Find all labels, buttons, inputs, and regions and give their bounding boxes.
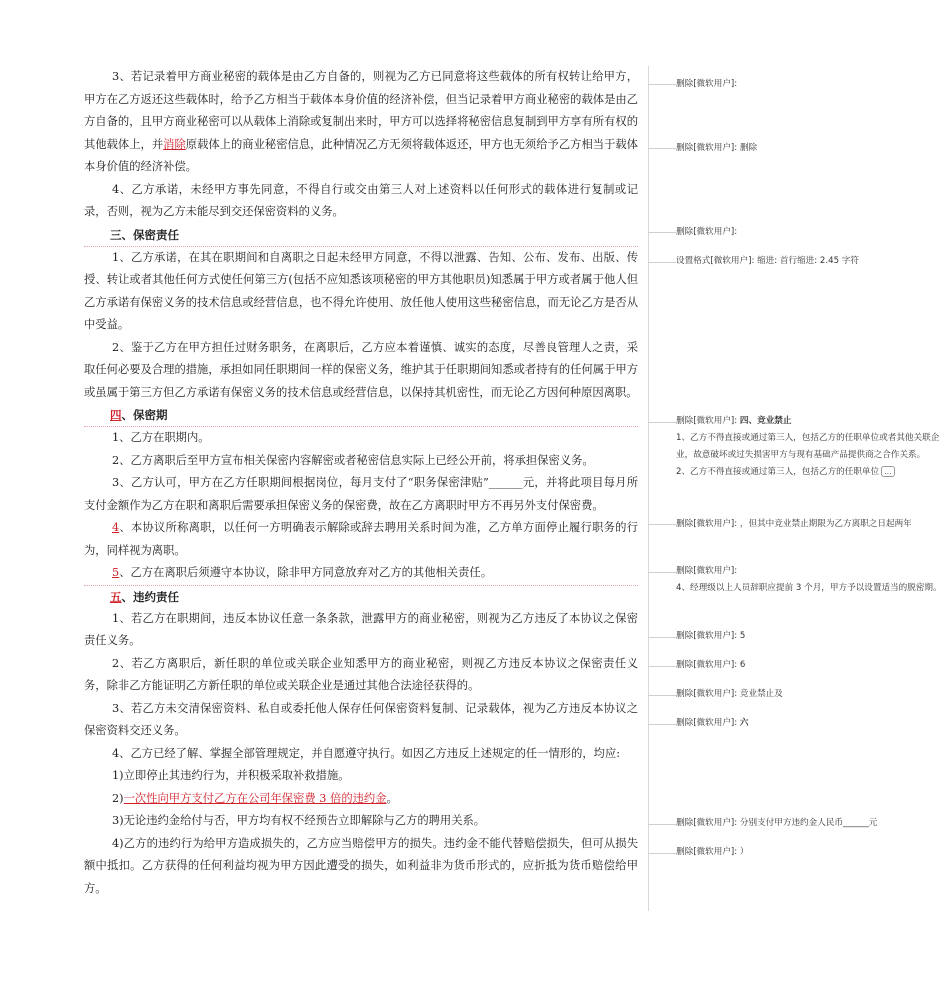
comment-connector — [648, 853, 676, 854]
paragraph-financial-duty: 2、鉴于乙方在甲方担任过财务职务，在离职后，乙方应本着谨慎、诚实的态度，尽善良管理人之责，采取任何必要及合理的措施，承担如同任职期间一样的保密义务，维护其于任职期间知悉或者持有的任何属于甲方或虽属于第三方但乙方承诺有保密义务的技术信息或经营信息，以保持其机密性，而无论乙方因何种原因离职。 — [84, 340, 638, 399]
inserted-text[interactable]: 四 — [110, 408, 122, 422]
inserted-text[interactable]: 消除 — [163, 137, 186, 151]
revision-balloon[interactable]: 删除[微软用户]: ，但其中竞业禁止期限为乙方离职之日起两年 — [676, 519, 912, 529]
inserted-text[interactable]: 一次性向甲方支付乙方在公司年保密费 3 倍的违约金 — [123, 791, 387, 805]
revision-balloon[interactable]: 删除[微软用户]: 分别支付甲方违约金人民币______元 — [676, 818, 878, 828]
comment-connector — [648, 84, 676, 85]
comment-connector — [648, 232, 676, 233]
revision-balloon[interactable]: 删除[微软用户]: — [676, 227, 738, 237]
paragraph-period-1: 1、乙方在职期内。 — [112, 431, 210, 444]
comment-connector — [648, 695, 676, 696]
paragraph-breach-2: 2、若乙方离职后，新任职的单位或关联企业知悉甲方的商业秘密，则视乙方违反本协议之保密责任义务，除非乙方能证明乙方新任职的单位或关联企业是通过其他合法途径获得的。 — [84, 656, 638, 692]
revision-balloon[interactable]: 删除[微软用户]: 6 — [676, 660, 746, 670]
heading-confidentiality: 三、保密责任 — [84, 224, 638, 247]
heading-period: 四、保密期 — [84, 404, 638, 427]
paragraph-remedy-1: 1)立即停止其违约行为，并积极采取补救措施。 — [112, 769, 350, 782]
inserted-text[interactable]: 5 — [112, 566, 120, 579]
comment-connector — [648, 572, 676, 573]
comment-connector — [648, 422, 676, 423]
paragraph-remedy-2: 2)一次性向甲方支付乙方在公司年保密费 3 倍的违约金。 — [112, 791, 398, 805]
comment-connector — [648, 148, 676, 149]
heading-breach: 五、违约责任 — [110, 589, 179, 604]
comment-margin-rule — [648, 66, 649, 911]
paragraph-remedy-4: 4)乙方的违约行为给甲方造成损失的，乙方应当赔偿甲方的损失。违约金不能代替赔偿损失，但可从损失额中抵扣。乙方获得的任何利益均视为甲方因此遭受的损失，如利益非为货币形式的，应折抵为货币赔偿给甲方。 — [84, 836, 638, 895]
paragraph-remedy-3: 3)无论违约金给付与否，甲方均有权不经预告立即解除与乙方的聘用关系。 — [112, 814, 486, 827]
more-icon[interactable]: ... — [881, 466, 895, 477]
revision-balloon[interactable]: 设置格式[微软用户]: 缩进: 首行缩进: 2.45 字符 — [676, 256, 859, 266]
revision-balloon[interactable]: 删除[微软用户]: 竞业禁止及 — [676, 689, 783, 699]
comment-connector — [648, 824, 676, 825]
comment-connector — [648, 724, 676, 725]
paragraph-breach-1: 1、若乙方在职期间，违反本协议任意一条条款，泄露甲方的商业秘密，则视为乙方违反了本协议之保密责任义务。 — [84, 611, 638, 647]
paragraph-4-copy: 4、乙方承诺，未经甲方事先同意，不得自行或交由第三人对上述资料以任何形式的载体进行复制或记录，否则，视为乙方未能尽到交还保密资料的义务。 — [84, 182, 638, 218]
comment-connector — [648, 524, 676, 525]
inserted-text[interactable]: 五 — [110, 589, 122, 604]
revision-balloon[interactable]: 删除[微软用户]: ） — [676, 847, 749, 857]
inserted-text[interactable]: 4 — [112, 521, 120, 534]
paragraph-period-4: 4、本协议所称离职，以任何一方明确表示解除或辞去聘用关系时间为准，乙方单方面停止履行职务的行为，同样视为离职。 — [84, 521, 638, 557]
paragraph-breach-4: 4、乙方已经了解、掌握全部管理规定，并自愿遵守执行。如因乙方违反上述规定的任一情形的，均应: — [112, 746, 621, 760]
document-body — [84, 66, 638, 900]
revision-balloon[interactable]: 删除[微软用户]: 删除 — [676, 143, 758, 153]
paragraph-period-3: 3、乙方认可，甲方在乙方任职期间根据岗位，每月支付了“职务保密津贴”______元，并将此项目每月所支付金额作为乙方在职和离职后需要承担保密义务的保密费，故在乙方离职时甲方不再另外支付保密费。 — [84, 476, 638, 512]
paragraph-period-5: 5、乙方在离职后须遵守本协议，除非甲方同意放弃对乙方的其他相关责任。 — [84, 562, 638, 586]
paragraph-3-carrier: 3、若记录着甲方商业秘密的载体是由乙方自备的，则视为乙方已同意将这些载体的所有权转让给甲方，甲方在乙方返还这些载体时，给予乙方相当于载体本身价值的经济补偿，但当记录着甲方商业秘密的载体是由乙方自备的，且甲方商业秘密可以从载体上消除或复制出来时，甲方可以选择将秘密信息复制到甲方享有所有权的其他载体上，并消除原载体上的商业秘密信息，此种情况乙方无须将载体返还，甲方也无须给予乙方相当于载体本身价值的经济补偿。 — [84, 70, 638, 173]
paragraph-breach-3: 3、若乙方未交清保密资料、私自或委托他人保存任何保密资料复制、记录载体，视为乙方违反本协议之保密资料交还义务。 — [84, 701, 638, 737]
revision-balloon[interactable]: 删除[微软用户]: 六 — [676, 718, 749, 728]
paragraph-period-2: 2、乙方离职后至甲方宣布相关保密内容解密或者秘密信息实际上已经公开前，将承担保密义务。 — [112, 453, 594, 467]
revision-balloon-expanded[interactable]: 删除[微软用户]: 四、竞业禁止 1、乙方不得直接或通过第三人，包括乙方的任职单位或者其他关联企业，故意破坏或过失损害甲方与现有基础产品提供商之合作关系。 2、乙方不得直接或通过第三人，包括乙方的任职单位 ... — [676, 416, 940, 477]
revision-balloon[interactable]: 删除[微软用户]: — [676, 79, 738, 89]
paragraph-commitment: 1、乙方承诺，在其在职期间和自离职之日起未经甲方同意，不得以泄露、告知、公布、发布、出版、传授、转让或者其他任何方式使任何第三方(包括不应知悉该项秘密的甲方其他职员)知悉属于甲方或者属于他人但乙方承诺有保密义务的技术信息或经营信息，也不得允许使用、放任他人使用这些秘密信息，而无论乙方是否从中受益。 — [84, 250, 638, 331]
comment-connector — [648, 637, 676, 638]
comment-connector — [648, 666, 676, 667]
comment-connector — [648, 262, 676, 263]
revision-balloon[interactable]: 删除[微软用户]: 4、经理级以上人员辞职应提前 3 个月，甲方予以设置适当的脱密期。 — [676, 566, 942, 593]
revision-balloon[interactable]: 删除[微软用户]: 5 — [676, 631, 746, 641]
